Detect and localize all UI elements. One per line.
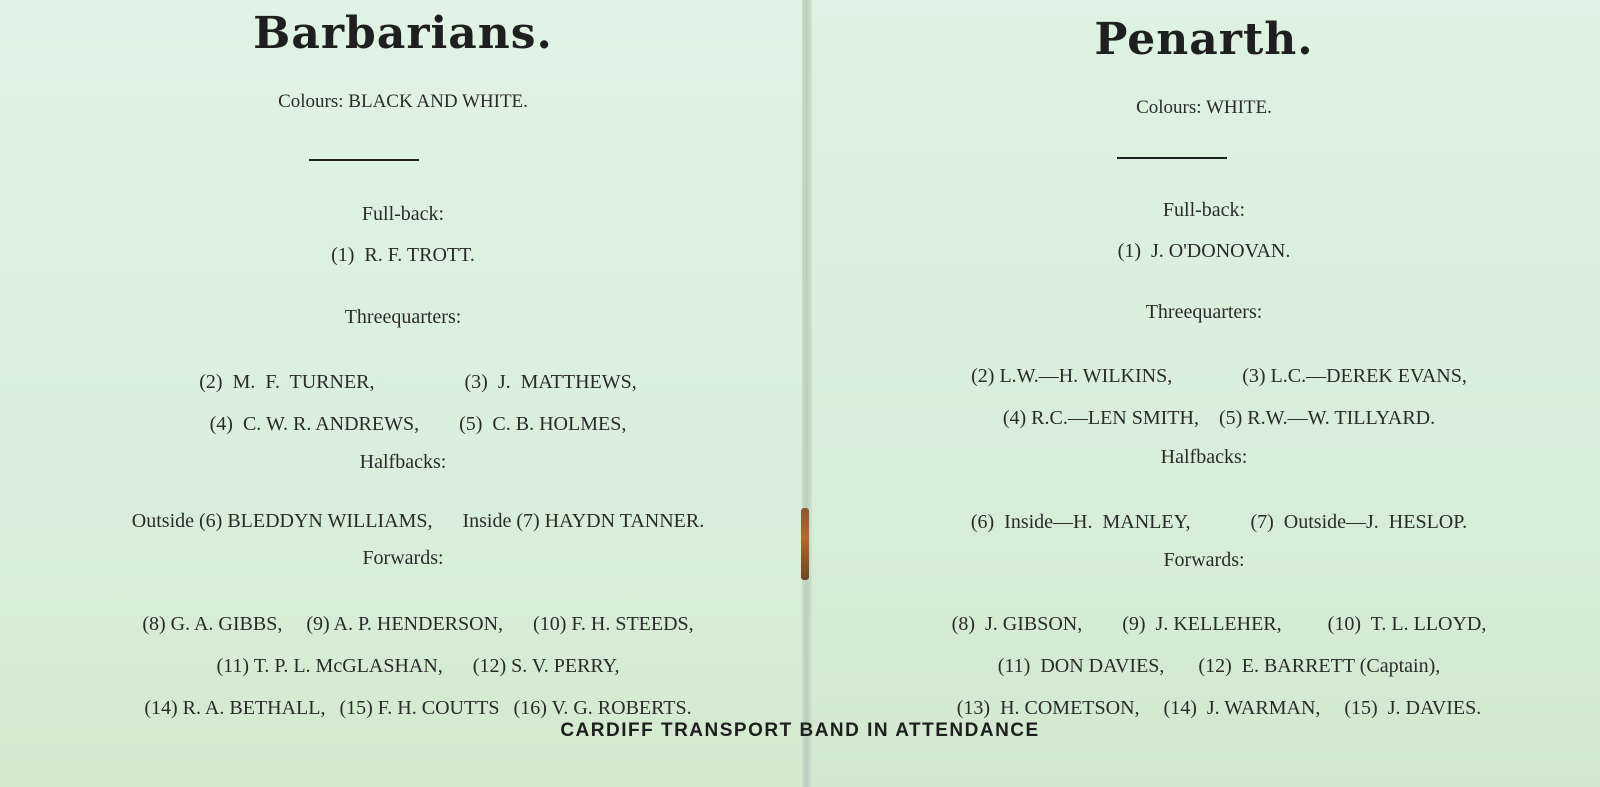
player-entry: (4) C. W. R. ANDREWS, [209,413,420,435]
player-entry: (12) E. BARRETT (Captain), [1198,655,1441,677]
right-page-penarth [808,0,1600,787]
forwards-heading: Forwards: [362,547,444,569]
fullback-heading: Full-back: [1162,199,1246,221]
player-entry: (2) M. F. TURNER, [199,371,375,393]
team-name-barbarians: Barbarians. [253,8,553,59]
player-entry: (8) G. A. GIBBS, [142,613,283,635]
player-entry: (14) J. WARMAN, [1163,697,1321,719]
player-entry: (16) V. G. ROBERTS. [513,697,692,719]
threequarters-heading: Threequarters: [344,306,462,328]
player-entry: (13) H. COMETSON, [956,697,1140,719]
staple [801,508,809,580]
player-entry: (2) L.W.—H. WILKINS, [971,365,1173,387]
player-entry: (14) R. A. BETHALL, [144,697,326,719]
player-entry: (10) F. H. STEEDS, [533,613,694,635]
player-entry: (11) T. P. L. McGLASHAN, [216,655,443,677]
player-entry: (3) J. MATTHEWS, [464,371,637,393]
player-entry: (9) J. KELLEHER, [1122,613,1282,635]
page-fold [802,0,812,787]
player-entry: (9) A. P. HENDERSON, [306,613,504,635]
player-entry: (12) S. V. PERRY, [472,655,620,677]
player-entry: (11) DON DAVIES, [997,655,1165,677]
halfbacks-heading: Halfbacks: [1160,446,1248,468]
halfbacks-row [808,488,1600,557]
player-entry: (5) C. B. HOLMES, [459,413,627,435]
team-name-penarth: Penarth. [1094,14,1314,65]
player-entry: (4) R.C.—LEN SMITH, [1002,407,1199,429]
player-entry: Inside (7) HAYDN TANNER. [462,510,705,532]
fullback-player: (1) J. O'DONOVAN. [1117,240,1291,262]
forwards-heading: Forwards: [1163,549,1245,571]
band-notice: CARDIFF TRANSPORT BAND IN ATTENDANCE [560,720,1040,741]
player-entry: (5) R.W.—W. TILLYARD. [1218,407,1436,429]
fullback-player: (1) R. F. TROTT. [331,244,475,266]
player-entry: (15) F. H. COUTTS [339,697,500,719]
player-entry: (10) T. L. LLOYD, [1327,613,1487,635]
colours-penarth: Colours: WHITE. [1136,97,1272,118]
player-entry: Outside (6) BLEDDYN WILLIAMS, [131,510,433,532]
player-entry: (7) Outside—J. HESLOP. [1250,511,1468,533]
fullback-heading: Full-back: [361,203,445,225]
halfbacks-row [0,487,806,556]
player-entry: (6) Inside—H. MANLEY, [970,511,1191,533]
player-entry: (15) J. DAVIES. [1344,697,1482,719]
threequarters-row [0,390,806,459]
threequarters-heading: Threequarters: [1145,301,1263,323]
divider-rule [309,159,419,161]
divider-rule [1117,157,1227,159]
threequarters-row [808,384,1600,453]
colours-barbarians: Colours: BLACK AND WHITE. [278,91,528,112]
player-entry: (8) J. GIBSON, [951,613,1083,635]
player-entry: (3) L.C.—DEREK EVANS, [1242,365,1467,387]
halfbacks-heading: Halfbacks: [359,451,447,473]
